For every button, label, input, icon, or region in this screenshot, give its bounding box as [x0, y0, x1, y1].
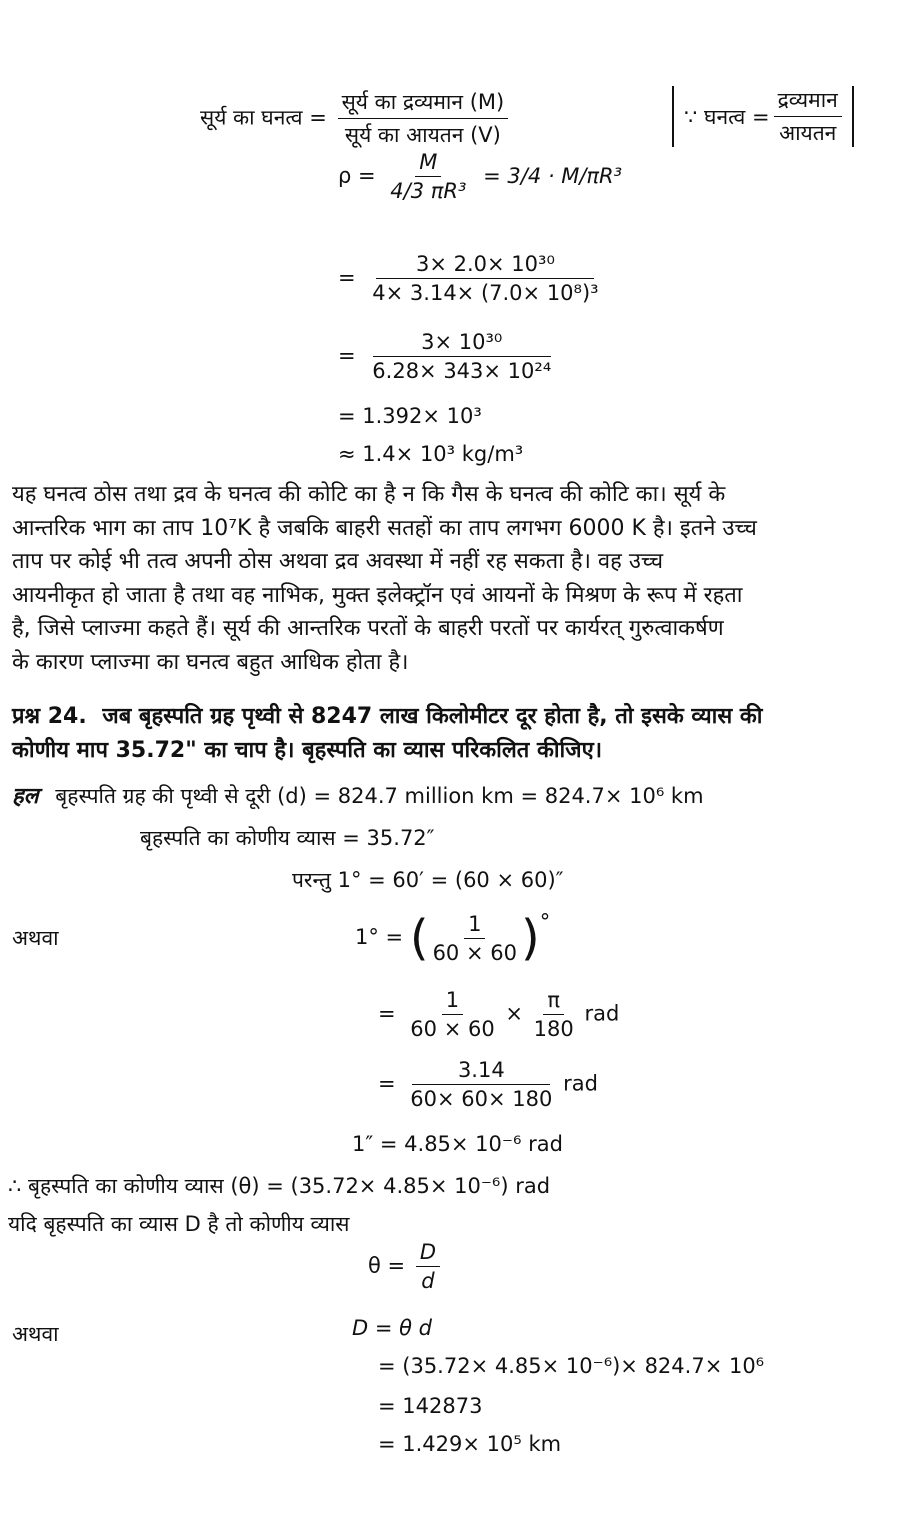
theta-denominator: d: [421, 1269, 435, 1293]
note-numerator: द्रव्यमान: [774, 86, 842, 117]
rho-denominator: 4/3 πR³: [390, 179, 467, 203]
radian-frac3-num: 3.14: [412, 1058, 550, 1085]
density-step2: = $\frac{\text{3× 10³⁰}}{\text{6.28× 343× 10²⁴}}$: [338, 330, 555, 383]
diameter-step1: = (35.72× 4.85× 10⁻⁶)× 824.7× 10⁶: [378, 1354, 765, 1378]
radian-frac1-num: 1: [442, 988, 463, 1015]
degree-numerator: 1: [464, 912, 485, 939]
theta-lhs: θ =: [368, 1253, 406, 1278]
rho-equation: [338, 150, 622, 203]
diameter-formula: D = θ d: [352, 1316, 432, 1340]
radian-step2: = $\frac{3.14}{60\times 60\times 180}$ rad: [378, 1058, 598, 1111]
density-equation: [200, 88, 508, 149]
density-fraction: [338, 88, 509, 149]
radian-step1: = $\frac{1}{60 \times 60}$ × $\frac{\pi}{180}$ rad: [378, 988, 620, 1041]
angular-diameter: ∴ बृहस्पति का कोणीय व्यास (θ) = (35.72× 4.85× 10⁻⁶) rad: [8, 1174, 551, 1198]
plasma-paragraph: [12, 478, 884, 679]
radian-frac2: [530, 988, 578, 1041]
degree-conversion: 1° = ( $\frac{1}{60 \times 60}$ )°: [355, 910, 551, 966]
theta-numerator: D: [416, 1240, 440, 1267]
rho-lhs: ρ =: [338, 163, 376, 188]
solution-distance: बृहस्पति ग्रह की पृथ्वी से दूरी (d) = 824.7 million km = 824.7× 10⁶ km: [55, 784, 704, 808]
density-step3: = 1.392× 10³: [338, 404, 482, 428]
rho-numerator: M: [415, 150, 441, 177]
paragraph-line: यह घनत्व ठोस तथा द्रव के घनत्व की कोटि का है न कि गैस के घनत्व की कोटि का। सूर्य के: [12, 482, 726, 507]
density-numerator: सूर्य का द्रव्यमान (M): [338, 88, 509, 119]
athva-label-1: अथवा: [12, 926, 59, 950]
question-line2: कोणीय माप 35.72" का चाप है। बृहस्पति का व्यास परिकलित कीजिए।: [12, 738, 603, 763]
paragraph-line: ताप पर कोई भी तत्व अपनी ठोस अथवा द्रव अवस्था में नहीं रह सकता है। वह उच्च: [12, 549, 664, 574]
step2-numerator: 3× 10³⁰: [373, 330, 551, 357]
solution-line1: [12, 780, 704, 810]
density-step1: = $\frac{\text{3× 2.0× 10³⁰}}{\text{4× 3.14× (7.0× 10⁸)³}}$: [338, 252, 603, 305]
diameter-intro: यदि बृहस्पति का व्यास D है तो कोणीय व्यास: [8, 1212, 350, 1236]
radian-frac2-num: π: [543, 988, 564, 1015]
question-24: [12, 700, 763, 730]
rho-fraction: [386, 150, 470, 203]
radian-frac1-den: 60 × 60: [410, 1017, 495, 1041]
solution-label: हल: [12, 784, 39, 809]
rad-unit: rad: [563, 1071, 598, 1096]
rad-unit: rad: [584, 1001, 620, 1026]
degree-fraction: [429, 912, 521, 965]
question-label: प्रश्न 24.: [12, 704, 87, 729]
step2-fraction: [368, 330, 555, 383]
question-line1: जब बृहस्पति ग्रह पृथ्वी से 8247 लाख किलोमीटर दूर होता है, तो इसके व्यास की: [102, 704, 763, 729]
paragraph-line: के कारण प्लाज्मा का घनत्व बहुत आधिक होता है।: [12, 649, 409, 675]
density-denominator: सूर्य का आयतन (V): [344, 123, 501, 147]
radian-frac2-den: 180: [533, 1017, 574, 1041]
radian-frac1: [406, 988, 498, 1041]
note-fraction: [774, 86, 842, 147]
paragraph-line: आयनीकृत हो जाता है तथा वह नाभिक, मुक्त इलेक्ट्रॉन एवं आयनों के मिश्रण के रूप में रहता: [12, 582, 743, 608]
density-step4: ≈ 1.4× 10³ kg/m³: [338, 442, 524, 466]
solution-line3: परन्तु 1° = 60′ = (60 × 60)″: [292, 868, 564, 892]
density-note: [672, 86, 854, 147]
radian-frac3: [406, 1058, 556, 1111]
solution-line2: बृहस्पति का कोणीय व्यास = 35.72″: [140, 826, 435, 850]
step1-fraction: [368, 252, 602, 305]
note-prefix: ∵ घनत्व =: [684, 104, 770, 129]
step1-denominator: 4× 3.14× (7.0× 10⁸)³: [372, 281, 599, 305]
radian-frac3-den: 60× 60× 180: [410, 1087, 553, 1111]
arcsecond-value: 1″ = 4.85× 10⁻⁶ rad: [352, 1132, 563, 1156]
theta-equation: [368, 1240, 440, 1293]
step2-denominator: 6.28× 343× 10²⁴: [372, 359, 552, 383]
paragraph-line: है, जिसे प्लाज्मा कहते हैं। सूर्य की आन्तरिक परतों के बाहरी परतों पर कार्यरत् गुरुत्वाकर्षण: [12, 616, 724, 641]
density-lhs: सूर्य का घनत्व =: [200, 105, 327, 130]
paragraph-line: आन्तरिक भाग का ताप 10⁷K है जबकि बाहरी सतहों का ताप लगभग 6000 K है। इतने उच्च: [12, 515, 757, 541]
diameter-step2: = 142873: [378, 1394, 483, 1418]
rho-simplified: = 3/4 · M/πR³: [483, 163, 623, 188]
athva-label-2: अथवा: [12, 1322, 59, 1346]
note-denominator: आयतन: [779, 121, 837, 145]
degree-lhs: 1° =: [355, 925, 404, 949]
theta-fraction: [416, 1240, 440, 1293]
step1-numerator: 3× 2.0× 10³⁰: [376, 252, 594, 279]
diameter-result: = 1.429× 10⁵ km: [378, 1432, 562, 1456]
degree-denominator: 60 × 60: [432, 940, 517, 965]
